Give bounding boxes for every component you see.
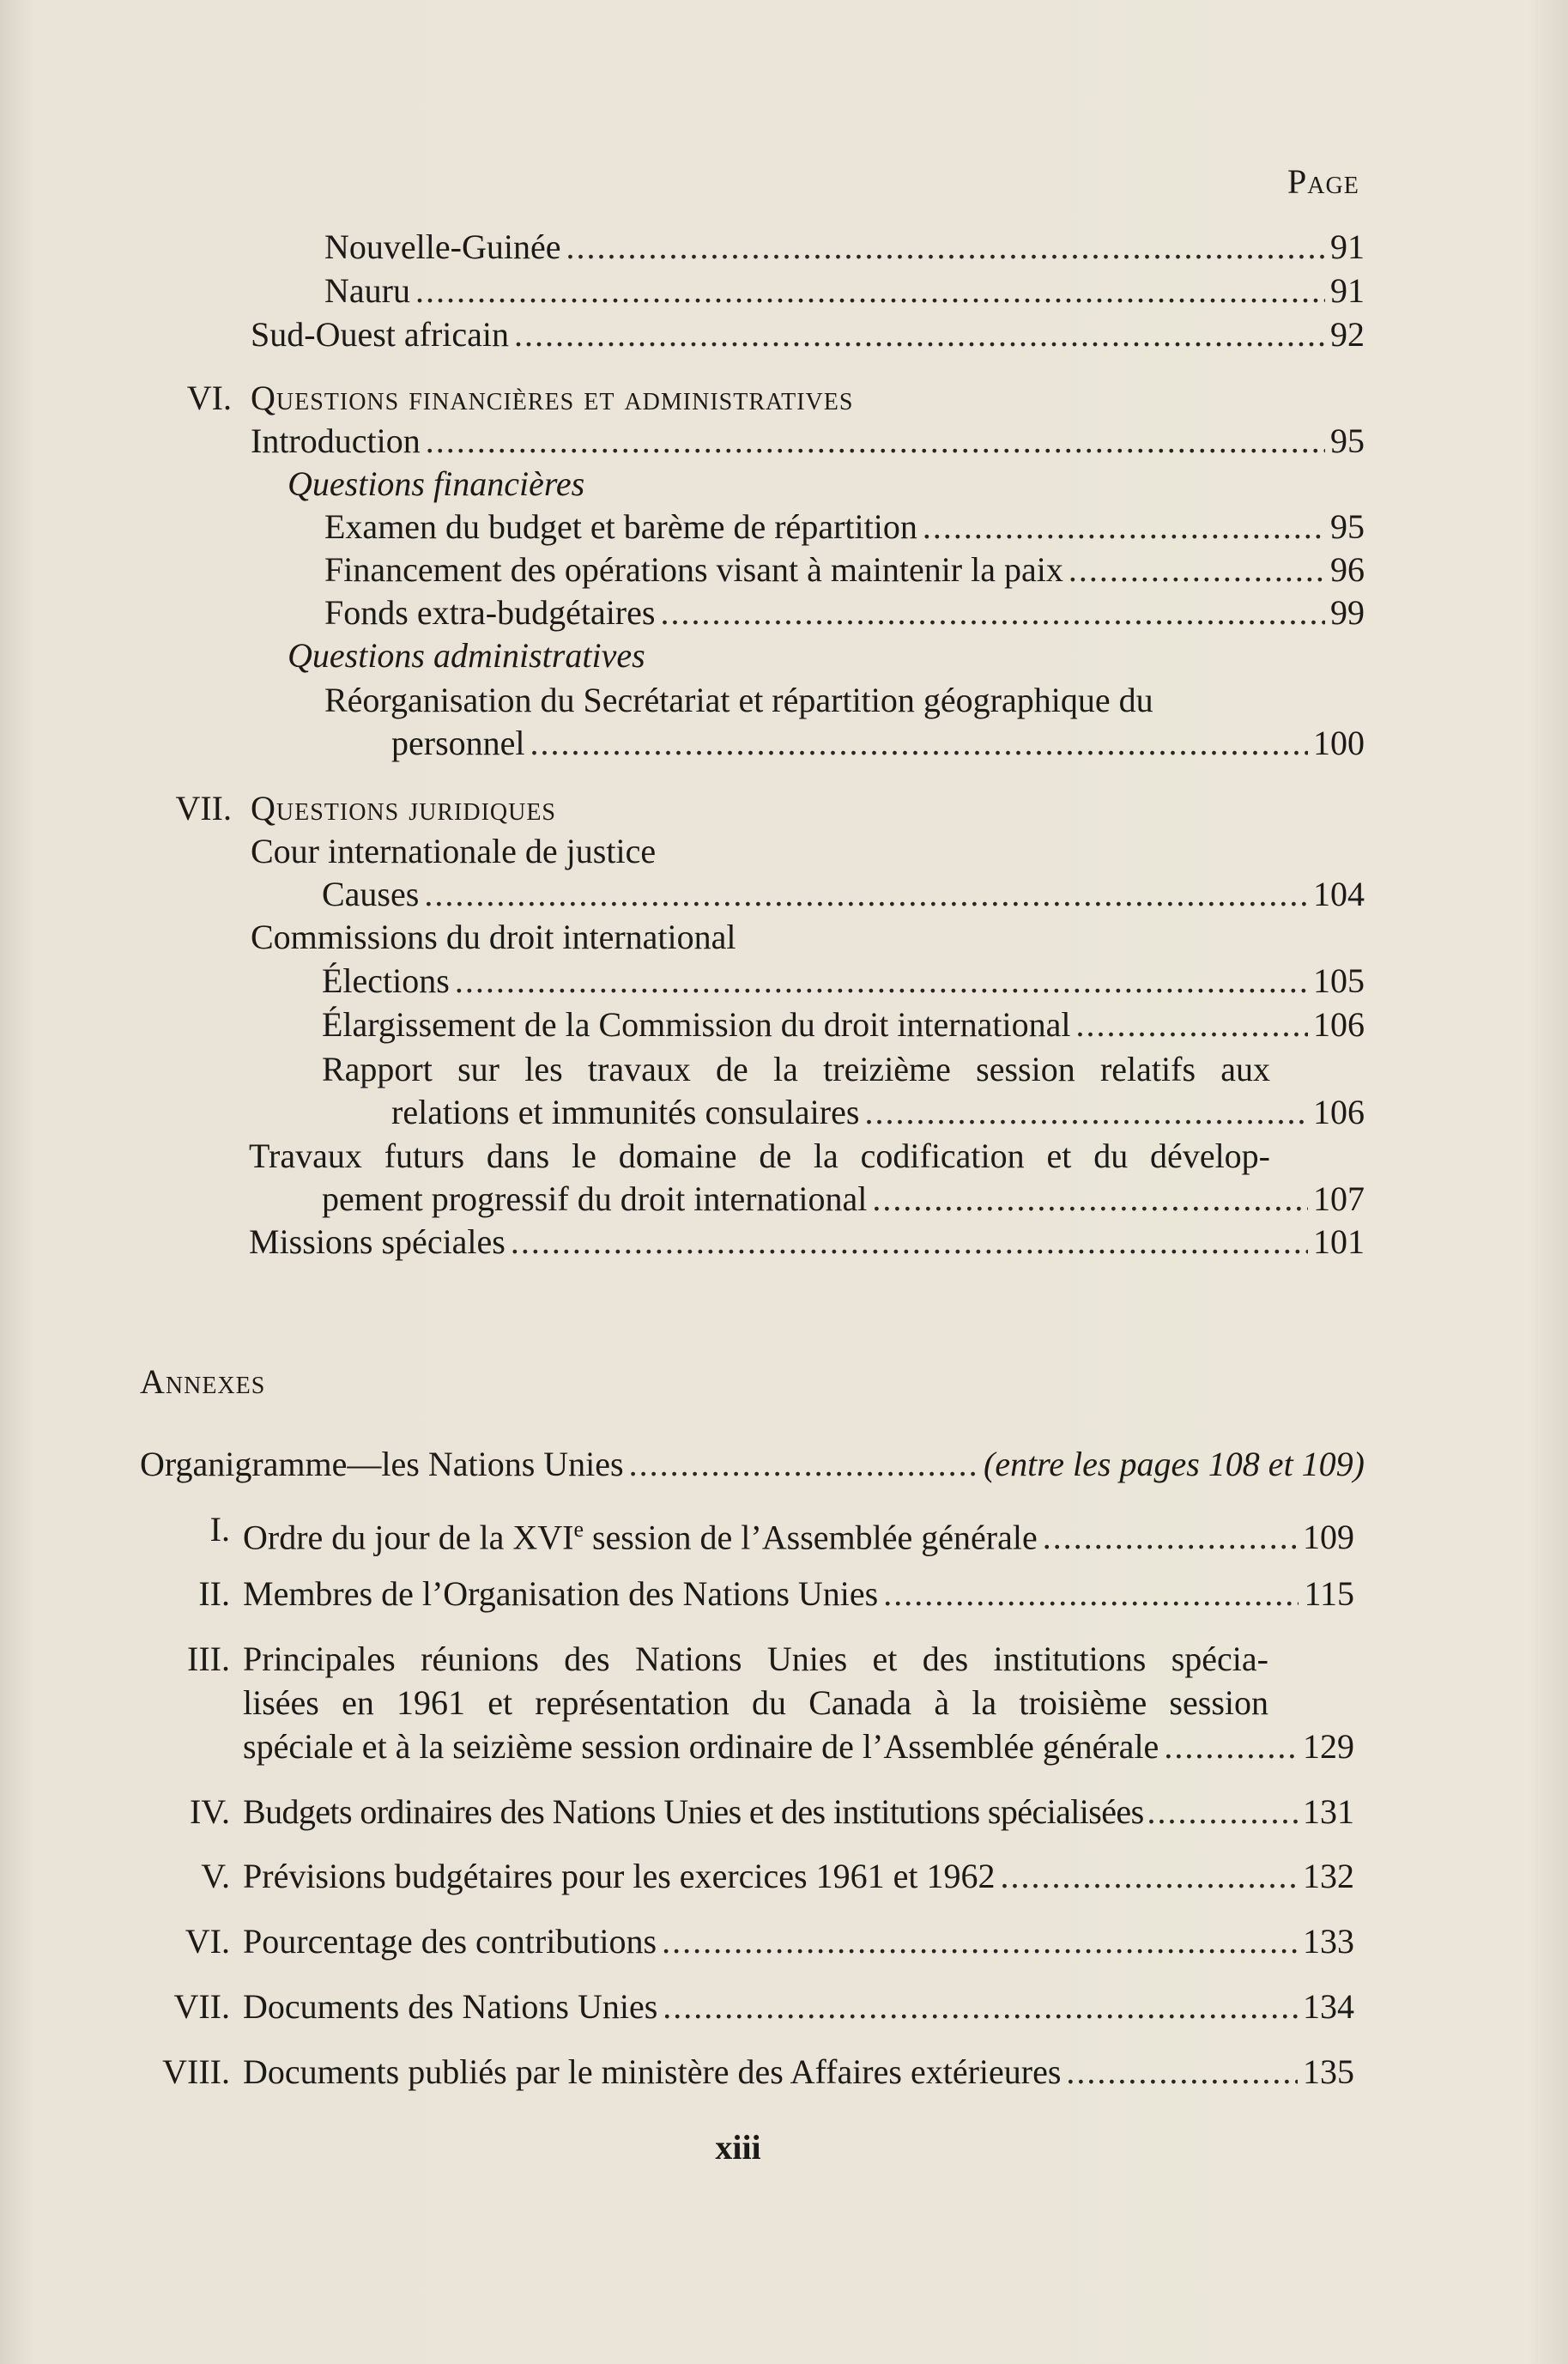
toc-entry	[391, 721, 1365, 766]
toc-entry	[251, 419, 1365, 464]
toc-entry-label-line: Rapport sur les travaux de la treizième session relatifs aux	[322, 1050, 1270, 1088]
toc-entry	[391, 1090, 1365, 1135]
toc-entry-label-line: Travaux futurs dans le domaine de la codification et du dévelop-	[249, 1137, 1270, 1175]
toc-entry-page: 107	[1313, 1179, 1365, 1218]
page-column-heading: Page	[1287, 162, 1359, 201]
toc-entry	[322, 1003, 1365, 1047]
toc-entry-label-line: Réorganisation du Secrétariat et répartition géographique du	[324, 681, 1153, 719]
toc-entry-label: Fonds extra-budgétaires	[324, 593, 656, 632]
leader-dots	[514, 312, 1325, 357]
leader-dots	[455, 959, 1308, 1003]
annex-numeral: VIII.	[162, 2052, 230, 2091]
toc-entry-label: Membres de l’Organisation des Nations Unies	[243, 1574, 879, 1613]
toc-entry-label	[243, 1507, 1038, 1560]
toc-entry-label: Pourcentage des contributions	[243, 1922, 657, 1961]
toc-entry-label: Élargissement de la Commission du droit international	[322, 1005, 1071, 1044]
toc-entry	[140, 1442, 1365, 1487]
toc-entry	[243, 1854, 1354, 1899]
toc-entry-label: relations et immunités consulaires	[391, 1093, 860, 1131]
toc-entry-page: 95	[1330, 507, 1365, 546]
toc-entry-label: Budgets ordinaires des Nations Unies et des institutions spécialisées	[243, 1792, 1144, 1831]
toc-entry-page: 99	[1330, 593, 1365, 632]
leader-dots	[424, 872, 1308, 917]
toc-entry-label: spéciale et à la seizième session ordinaire de l’Assemblée générale	[243, 1727, 1159, 1766]
annex-numeral: I.	[209, 1510, 230, 1549]
toc-entry-page: 91	[1330, 227, 1365, 266]
toc-entry-page: 132	[1303, 1857, 1354, 1895]
toc-entry	[249, 1220, 1365, 1264]
leader-dots	[1000, 1854, 1298, 1899]
toc-entry	[251, 312, 1365, 357]
toc-entry-page: 115	[1304, 1574, 1354, 1613]
toc-entry-label: Financement des opérations visant à maintenir la paix	[324, 550, 1063, 589]
section-title: Questions juridiques	[251, 789, 557, 827]
leader-dots	[566, 225, 1325, 270]
leader-dots	[663, 1985, 1298, 2029]
toc-entry-page: 129	[1303, 1727, 1354, 1766]
toc-entry-label: pement progressif du droit international	[322, 1179, 868, 1218]
page-folio: xiii	[715, 2128, 761, 2167]
toc-entry-page: 92	[1330, 315, 1365, 354]
leader-dots	[1147, 1790, 1299, 1834]
toc-entry-label: Élections	[322, 961, 450, 1000]
toc-entry-page: 91	[1330, 271, 1365, 310]
toc-entry-page: 134	[1303, 1987, 1354, 2026]
leader-dots	[530, 721, 1308, 766]
label-part: Ordre du jour de la XVI	[243, 1518, 574, 1557]
toc-entry-label: Documents publiés par le ministère des Affaires extérieures	[243, 2052, 1062, 2091]
toc-entry	[324, 591, 1365, 635]
leader-dots	[660, 591, 1325, 635]
toc-entry-label: Nouvelle-Guinée	[324, 227, 561, 266]
section-numeral: VI.	[186, 379, 232, 417]
toc-entry-label-line: Principales réunions des Nations Unies et des institutions spécia-	[243, 1640, 1268, 1678]
toc-entry-page: 106	[1313, 1093, 1365, 1131]
leader-dots	[426, 419, 1325, 464]
superscript: e	[573, 1517, 584, 1542]
toc-entry	[243, 1790, 1354, 1834]
toc-entry-label: Examen du budget et barème de répartition	[324, 507, 917, 546]
toc-entry-page: 96	[1330, 550, 1365, 589]
subsection-heading: Questions administratives	[288, 636, 645, 675]
toc-entry-page: 100	[1313, 724, 1365, 762]
leader-dots	[511, 1220, 1308, 1264]
leader-dots	[1066, 2050, 1298, 2094]
annex-numeral: V.	[201, 1857, 230, 1895]
toc-entry-page: 101	[1313, 1222, 1365, 1261]
leader-dots	[1164, 1725, 1298, 1769]
annex-numeral: VI.	[185, 1922, 230, 1961]
annex-numeral: III.	[187, 1640, 230, 1678]
toc-entry-page-note: (entre les pages 108 et 109)	[984, 1445, 1365, 1483]
toc-entry-label: Introduction	[251, 421, 421, 460]
toc-entry	[243, 2050, 1354, 2094]
toc-entry	[322, 1177, 1365, 1221]
annex-numeral: II.	[198, 1574, 230, 1613]
annexes-heading: Annexes	[140, 1362, 266, 1401]
toc-entry-label-line: lisées en 1961 et représentation du Canada à la troisième session	[243, 1683, 1268, 1722]
toc-entry-page: 135	[1303, 2052, 1354, 2091]
toc-entry-page: 105	[1313, 961, 1365, 1000]
leader-dots	[1043, 1515, 1298, 1560]
toc-entry-label: Documents des Nations Unies	[243, 1987, 658, 2026]
toc-entry	[243, 1919, 1354, 1964]
toc-entry	[322, 872, 1365, 917]
section-title: Questions financières et administratives	[251, 379, 854, 417]
toc-entry-label: Prévisions budgétaires pour les exercices 1961 et 1962	[243, 1857, 996, 1895]
toc-entry	[324, 548, 1365, 592]
toc-entry	[243, 1507, 1354, 1560]
toc-entry-page: 104	[1313, 875, 1365, 913]
toc-entry-label: Causes	[322, 875, 420, 913]
toc-entry	[243, 1572, 1354, 1616]
label-part: session de l’Assemblée générale	[583, 1518, 1038, 1557]
annex-numeral: VII.	[173, 1987, 230, 2026]
toc-entry	[324, 269, 1365, 313]
toc-entry-page: 133	[1303, 1922, 1354, 1961]
leader-dots	[1069, 548, 1325, 592]
leader-dots	[864, 1090, 1308, 1135]
toc-entry-page: 106	[1313, 1005, 1365, 1044]
toc-entry	[322, 959, 1365, 1003]
toc-entry-page: 109	[1303, 1518, 1354, 1557]
subsection-heading: Cour internationale de justice	[251, 832, 657, 870]
toc-entry	[324, 505, 1365, 549]
toc-entry-label: Sud-Ouest africain	[251, 315, 510, 354]
toc-entry	[243, 1985, 1354, 2029]
toc-entry-page: 95	[1330, 421, 1365, 460]
section-numeral: VII.	[175, 789, 232, 827]
subsection-heading: Questions financières	[288, 464, 585, 503]
leader-dots	[1075, 1003, 1308, 1047]
toc-entry-label: Nauru	[324, 271, 410, 310]
leader-dots	[629, 1442, 978, 1487]
toc-entry	[243, 1725, 1354, 1769]
leader-dots	[923, 505, 1325, 549]
toc-entry-label: personnel	[391, 724, 525, 762]
toc-entry	[324, 225, 1365, 270]
toc-entry-label: Missions spéciales	[249, 1222, 506, 1261]
leader-dots	[883, 1572, 1299, 1616]
subsection-heading: Commissions du droit international	[251, 918, 736, 956]
annex-numeral: IV.	[189, 1792, 230, 1831]
leader-dots	[662, 1919, 1298, 1964]
toc-entry-page: 131	[1303, 1792, 1354, 1831]
leader-dots	[415, 269, 1325, 313]
toc-entry-label: Organigramme—les Nations Unies	[140, 1445, 624, 1483]
leader-dots	[872, 1177, 1308, 1221]
